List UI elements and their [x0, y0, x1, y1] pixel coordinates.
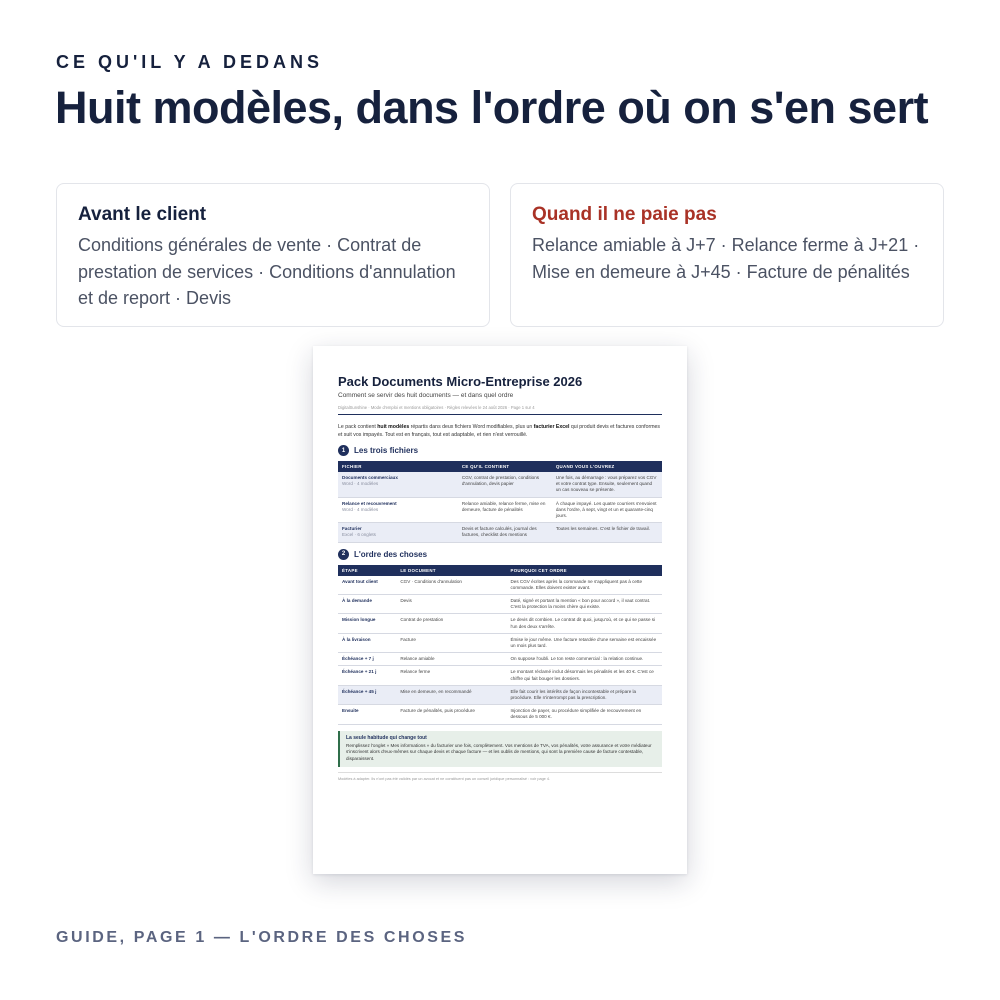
table-cell: Échéance + 21 j — [338, 666, 396, 685]
table-cell: À la demande — [338, 595, 396, 614]
table-cell: À chaque impayé. Les quatre courriers s'envoient dans l'ordre, à sept, vingt et un et quarante-cinq jours. — [552, 497, 662, 523]
table-cell: Avant tout client — [338, 576, 396, 595]
table-cell: Relance ferme — [396, 666, 506, 685]
table-cell: Le montant réclamé inclut désormais les pénalités et les 40 €. C'est ce chiffre qui fait bouger les dossiers. — [506, 666, 662, 685]
section-title: Les trois fichiers — [354, 446, 419, 455]
table-cell — [338, 472, 458, 497]
doc-subtitle: Comment se servir des huit documents — et dans quel ordre — [338, 392, 514, 399]
intro-bold: huit modèles — [377, 424, 410, 430]
intro-text: Le pack contient — [338, 424, 378, 430]
doc-title: Pack Documents Micro-Entreprise 2026 — [338, 374, 583, 389]
callout-title: La seule habitude qui change tout — [346, 734, 427, 741]
table-row — [338, 685, 662, 704]
table-cell: Ensuite — [338, 705, 396, 724]
caption: GUIDE, PAGE 1 — L'ORDRE DES CHOSES — [56, 929, 468, 946]
file-name: Facturier — [342, 526, 362, 532]
card-unpaid — [510, 183, 944, 327]
files-table — [338, 461, 662, 543]
table-cell: Toutes les semaines. C'est le fichier de travail. — [552, 523, 662, 542]
table-row — [338, 653, 662, 666]
tip-callout — [338, 731, 662, 767]
table-cell: Devis — [396, 595, 506, 614]
page-title: Huit modèles, dans l'ordre où on s'en sert — [55, 82, 929, 133]
file-sub: Word · 4 modèles — [342, 481, 379, 487]
table-cell: Facture — [396, 633, 506, 652]
table-header: QUAND VOUS L'OUVREZ — [552, 461, 662, 472]
table-header: POURQUOI CET ORDRE — [506, 565, 662, 576]
table-cell: Une fois, au démarrage : vous préparez vos CGV et votre contrat type. Ensuite, seulement quand un cas nouveau se présente. — [552, 472, 662, 497]
section-heading — [338, 445, 662, 456]
file-sub: Word · 4 modèles — [342, 506, 379, 512]
table-header: ÉTAPE — [338, 565, 396, 576]
table-row — [338, 472, 662, 497]
table-cell: CGV, contrat de prestation, conditions d'annulation, devis papier — [458, 472, 552, 497]
table-row — [338, 576, 662, 595]
file-name: Relance et recouvrement — [342, 500, 397, 506]
doc-meta: DigitalSunshine · Mode d'emploi et mentions obligatoires · Règles relevées le 24 août 2026 · Page 1 sur 4 — [338, 405, 662, 415]
table-header: CE QU'IL CONTIENT — [458, 461, 552, 472]
table-cell — [338, 523, 458, 542]
table-cell: Échéance + 45 j — [338, 685, 396, 704]
section-number: 2 — [338, 549, 349, 560]
table-row — [338, 595, 662, 614]
table-cell: Relance amiable — [396, 653, 506, 666]
callout-body: Remplissez l'onglet « Mes informations » du facturier une fois, complètement. Vos mentions de TVA, vos pénalités, votre assurance et votre médiateur s'inscrivent alors d'eux-mêmes sur chaque devis et chaque facture — et les oublis de mentions, qui sont la première cause de facture contestable, disparaissent. — [346, 742, 652, 762]
table-cell: Contrat de prestation — [396, 614, 506, 633]
document-preview — [313, 346, 687, 874]
table-cell: On suppose l'oubli. Le ton reste commercial : la relation continue. — [506, 653, 662, 666]
card-body: Conditions générales de vente · Contrat de prestation de services · Conditions d'annulation et de report · Devis — [78, 235, 456, 308]
table-cell: Émise le jour même. Une facture retardée d'une semaine est encaissée un mois plus tard. — [506, 633, 662, 652]
table-cell: Daté, signé et portant la mention « bon pour accord », il vaut contrat. C'est la protection la moins chère qui existe. — [506, 595, 662, 614]
section-number: 1 — [338, 445, 349, 456]
eyebrow-label: CE QU'IL Y A DEDANS — [56, 52, 323, 72]
table-row — [338, 497, 662, 523]
file-name: Documents commerciaux — [342, 475, 398, 480]
file-sub: Excel · 6 onglets — [342, 532, 376, 538]
table-header: FICHIER — [338, 461, 458, 472]
section-heading — [338, 549, 662, 560]
intro-text: répartis dans deux fichiers Word modifiables, plus un — [409, 424, 534, 430]
table-cell: Échéance + 7 j — [338, 653, 396, 666]
intro-bold: facturier Excel — [533, 424, 570, 430]
table-row — [338, 614, 662, 633]
table-row — [338, 666, 662, 685]
section-title: L'ordre des choses — [354, 549, 428, 559]
card-body: Relance amiable à J+7 · Relance ferme à J+21 · Mise en demeure à J+45 · Facture de pénalités — [532, 235, 920, 282]
table-cell: Des CGV écrites après la commande ne s'appliquent pas à cette commande. Elles doivent exister avant. — [506, 576, 662, 595]
doc-footer: Modèles à adapter. Ils n'ont pas été validés par un avocat et ne constituent pas un conseil juridique personnalisé : voir page 4. — [338, 772, 662, 781]
table-cell: Relance amiable, relance ferme, mise en demeure, facture de pénalités — [458, 497, 552, 523]
table-row — [338, 523, 662, 542]
table-row — [338, 705, 662, 724]
table-row — [338, 633, 662, 652]
table-cell: Devis et facture calculés, journal des factures, checklist des mentions — [458, 523, 552, 542]
table-cell: Injonction de payer, ou procédure simplifiée de recouvrement en dessous de 5 000 €. — [506, 705, 662, 724]
table-cell — [338, 497, 458, 523]
card-title: Avant le client — [78, 204, 207, 225]
card-title: Quand il ne paie pas — [532, 204, 717, 225]
table-cell: À la livraison — [338, 633, 396, 652]
table-cell: Facture de pénalités, puis procédure — [396, 705, 506, 724]
table-cell: CGV · Conditions d'annulation — [396, 576, 506, 595]
doc-intro — [338, 423, 662, 439]
intro-text: qui produit devis et factures conformes et suit vos impayés. Tout est en français, tout est adaptable, et rien n'est verrouillé. — [338, 424, 661, 438]
table-header: LE DOCUMENT — [396, 565, 506, 576]
table-cell: Elle fait courir les intérêts de façon incontestable et prépare la procédure. Elle n'interrompt pas la prescription. — [506, 685, 662, 704]
card-before-client — [56, 183, 490, 327]
table-cell: Mission longue — [338, 614, 396, 633]
table-cell: Le devis dit combien. Le contrat dit quoi, jusqu'où, et ce qui se passe si l'un des deux s'arrête. — [506, 614, 662, 633]
table-cell: Mise en demeure, en recommandé — [396, 685, 506, 704]
order-table — [338, 565, 662, 725]
